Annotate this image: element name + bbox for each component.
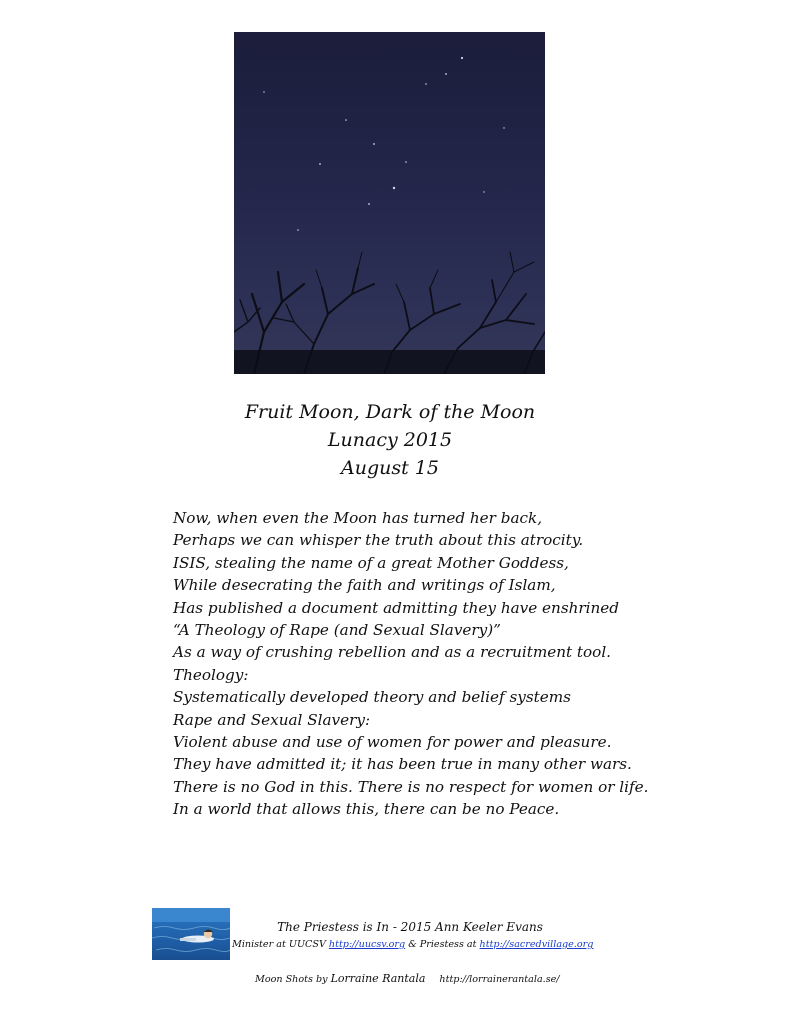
poem-line: There is no God in this. There is no respect for women or life. <box>173 777 649 796</box>
swimmer-photo <box>152 908 230 960</box>
poem-line: Rape and Sexual Slavery: <box>173 710 371 729</box>
poem-line: Now, when even the Moon has turned her back, <box>173 509 543 527</box>
footer-affiliations <box>232 939 652 950</box>
title-line-3: August 15 <box>341 457 439 479</box>
poem-line: They have admitted it; it has been true in many other wars. <box>173 755 632 774</box>
night-sky-photo <box>234 32 545 374</box>
photo-credit <box>255 972 655 985</box>
minister-prefix: Minister at UUCSV <box>232 939 329 950</box>
poem-line: ISIS, stealing the name of a great Mother Goddess, <box>173 553 569 572</box>
sacredvillage-link[interactable]: http://sacredvillage.org <box>479 939 594 950</box>
poem-line: “A Theology of Rape (and Sexual Slavery)” <box>173 621 501 640</box>
poem-line: While desecrating the faith and writings of Islam, <box>173 576 556 595</box>
credit-name: Lorraine Rantala <box>330 972 426 985</box>
credit-prefix: Moon Shots by <box>255 974 331 985</box>
night-sky-image <box>234 32 545 374</box>
poem-line: Violent abuse and use of women for power and pleasure. <box>173 733 612 752</box>
title-block <box>180 398 600 482</box>
poem-line: Has published a document admitting they have enshrined <box>173 598 620 617</box>
credit-url: http://lorrainerantala.se/ <box>439 974 560 985</box>
title-line-1: Fruit Moon, Dark of the Moon <box>244 401 536 423</box>
priestess-prefix: & Priestess at <box>405 939 480 950</box>
poem-line: Perhaps we can whisper the truth about this atrocity. <box>173 531 584 550</box>
poem-line: In a world that allows this, there can be no Peace. <box>173 800 560 819</box>
poem-line: Theology: <box>173 665 249 684</box>
uucsv-link[interactable]: http://uucsv.org <box>328 939 406 950</box>
poem <box>173 507 673 821</box>
swimmer-image <box>152 908 230 960</box>
poem-line: Systematically developed theory and belief systems <box>173 688 571 707</box>
title-line-2: Lunacy 2015 <box>327 429 453 451</box>
poem-line: As a way of crushing rebellion and as a recruitment tool. <box>173 643 611 662</box>
footer-heading: The Priestess is In - 2015 Ann Keeler Evans <box>277 920 543 934</box>
